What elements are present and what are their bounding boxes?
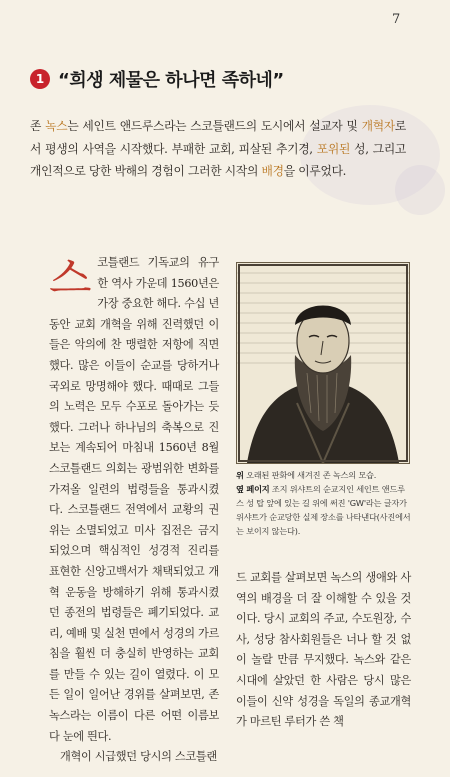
image-caption	[236, 468, 412, 538]
caption-top	[236, 468, 412, 482]
intro-highlight-background: 배경	[261, 164, 284, 178]
body-text-right: 드 교회를 살펴보면 녹스의 생애와 사역의 배경을 더 잘 이해할 수 있을 것이다. 당시 교회의 주교, 수도원장, 수사, 성당 참사회원들은 너나 할 것 없이 놀랄 만큼 무지했다. 녹스와 같은 시대에 살았던 한 사람은 당시 많은 이들이 신약 성경을 독일의 종교개혁가 마르틴 루터가 쓴 책	[236, 571, 411, 729]
intro-highlight-besieged: 포위된	[316, 141, 351, 156]
page-number: 7	[392, 12, 401, 27]
caption-label-top: 위	[236, 470, 244, 480]
body-column-left	[49, 253, 219, 768]
intro-highlight-knox: 녹스	[45, 119, 68, 133]
intro-text: 성, 그리고 개인적으로 당한 박해의 경험이 그러한 시작의	[30, 141, 407, 178]
body-column-right	[236, 568, 411, 733]
intro-text: 을 이루었다.	[283, 164, 347, 178]
caption-text-opposite: 조지 위샤트의 순교지인 세인트 앤드루스 성 탑 앞에 있는 길 위에 써진 'GW'라는 글자가 위샤트가 순교당한 실제 장소를 나타낸다(사진에서는 보이지 않는다).	[236, 484, 411, 536]
caption-label-opposite: 옆 페이지	[236, 484, 270, 494]
intro-text: 는 세인트 앤드루스라는 스코틀랜드의 도시에서 설교자 및	[67, 119, 362, 133]
portrait-engraving-icon	[237, 263, 409, 463]
intro-text: 존	[30, 119, 46, 133]
caption-opposite-page	[236, 482, 412, 538]
drop-cap: 스	[49, 253, 92, 304]
section-title: “희생 제물은 하나면 족하네”	[58, 70, 284, 91]
john-knox-engraving-image	[236, 262, 410, 464]
caption-text-top: 오래된 판화에 새겨진 존 녹스의 모습.	[243, 470, 377, 480]
body-text-left: 코틀랜드 기독교의 유구한 역사 가운데 1560년은 가장 중요한 해다. 수십 년 동안 교회 개혁을 위해 진력했던 이들은 악의에 찬 맹렬한 저항에 직면했다. 많은 이들이 순교를 당하거나 국외로 망명해야 했다. 때때로 그들의 노력은 모두 수포로 돌아가는 듯했다. 그러나 하나님의 축복으로 진보는 계속되어 마침내 1560년 8월 스코틀랜드 의회는 광범위한 변화를 가져올 일련의 법령들을 통과시켰다. 스코틀랜드 전역에서 교황의 권위는 소멸되었고 미사 집전은 금지되었으며 핵심적인 성경적 진리를 표현한 신앙고백서가 채택되었고 개혁 운동을 방해하기 위해 통과시켰던 종전의 법령들은 폐기되었다. 교리, 예배 및 실천 면에서 성경의 가르침을 훨씬 더 충실히 반영하는 교회를 만들 수 있는 길이 열렸다. 이 모든 일이 일어난 경위를 살펴보면, 존 녹스라는 이름이 다른 어떤 이름보다 눈에 띈다.	[49, 256, 219, 743]
intro-paragraph	[30, 115, 406, 183]
intro-text: 로서 평생의 사역을 시작했다. 부패한 교회, 피살된 추기경,	[30, 119, 407, 156]
section-number-badge: 1	[30, 69, 50, 89]
body-text-left-last-line: 개혁이 시급했던 당시의 스코틀랜	[60, 750, 217, 764]
section-heading	[30, 66, 430, 92]
intro-highlight-reformer: 개혁자	[361, 119, 395, 133]
